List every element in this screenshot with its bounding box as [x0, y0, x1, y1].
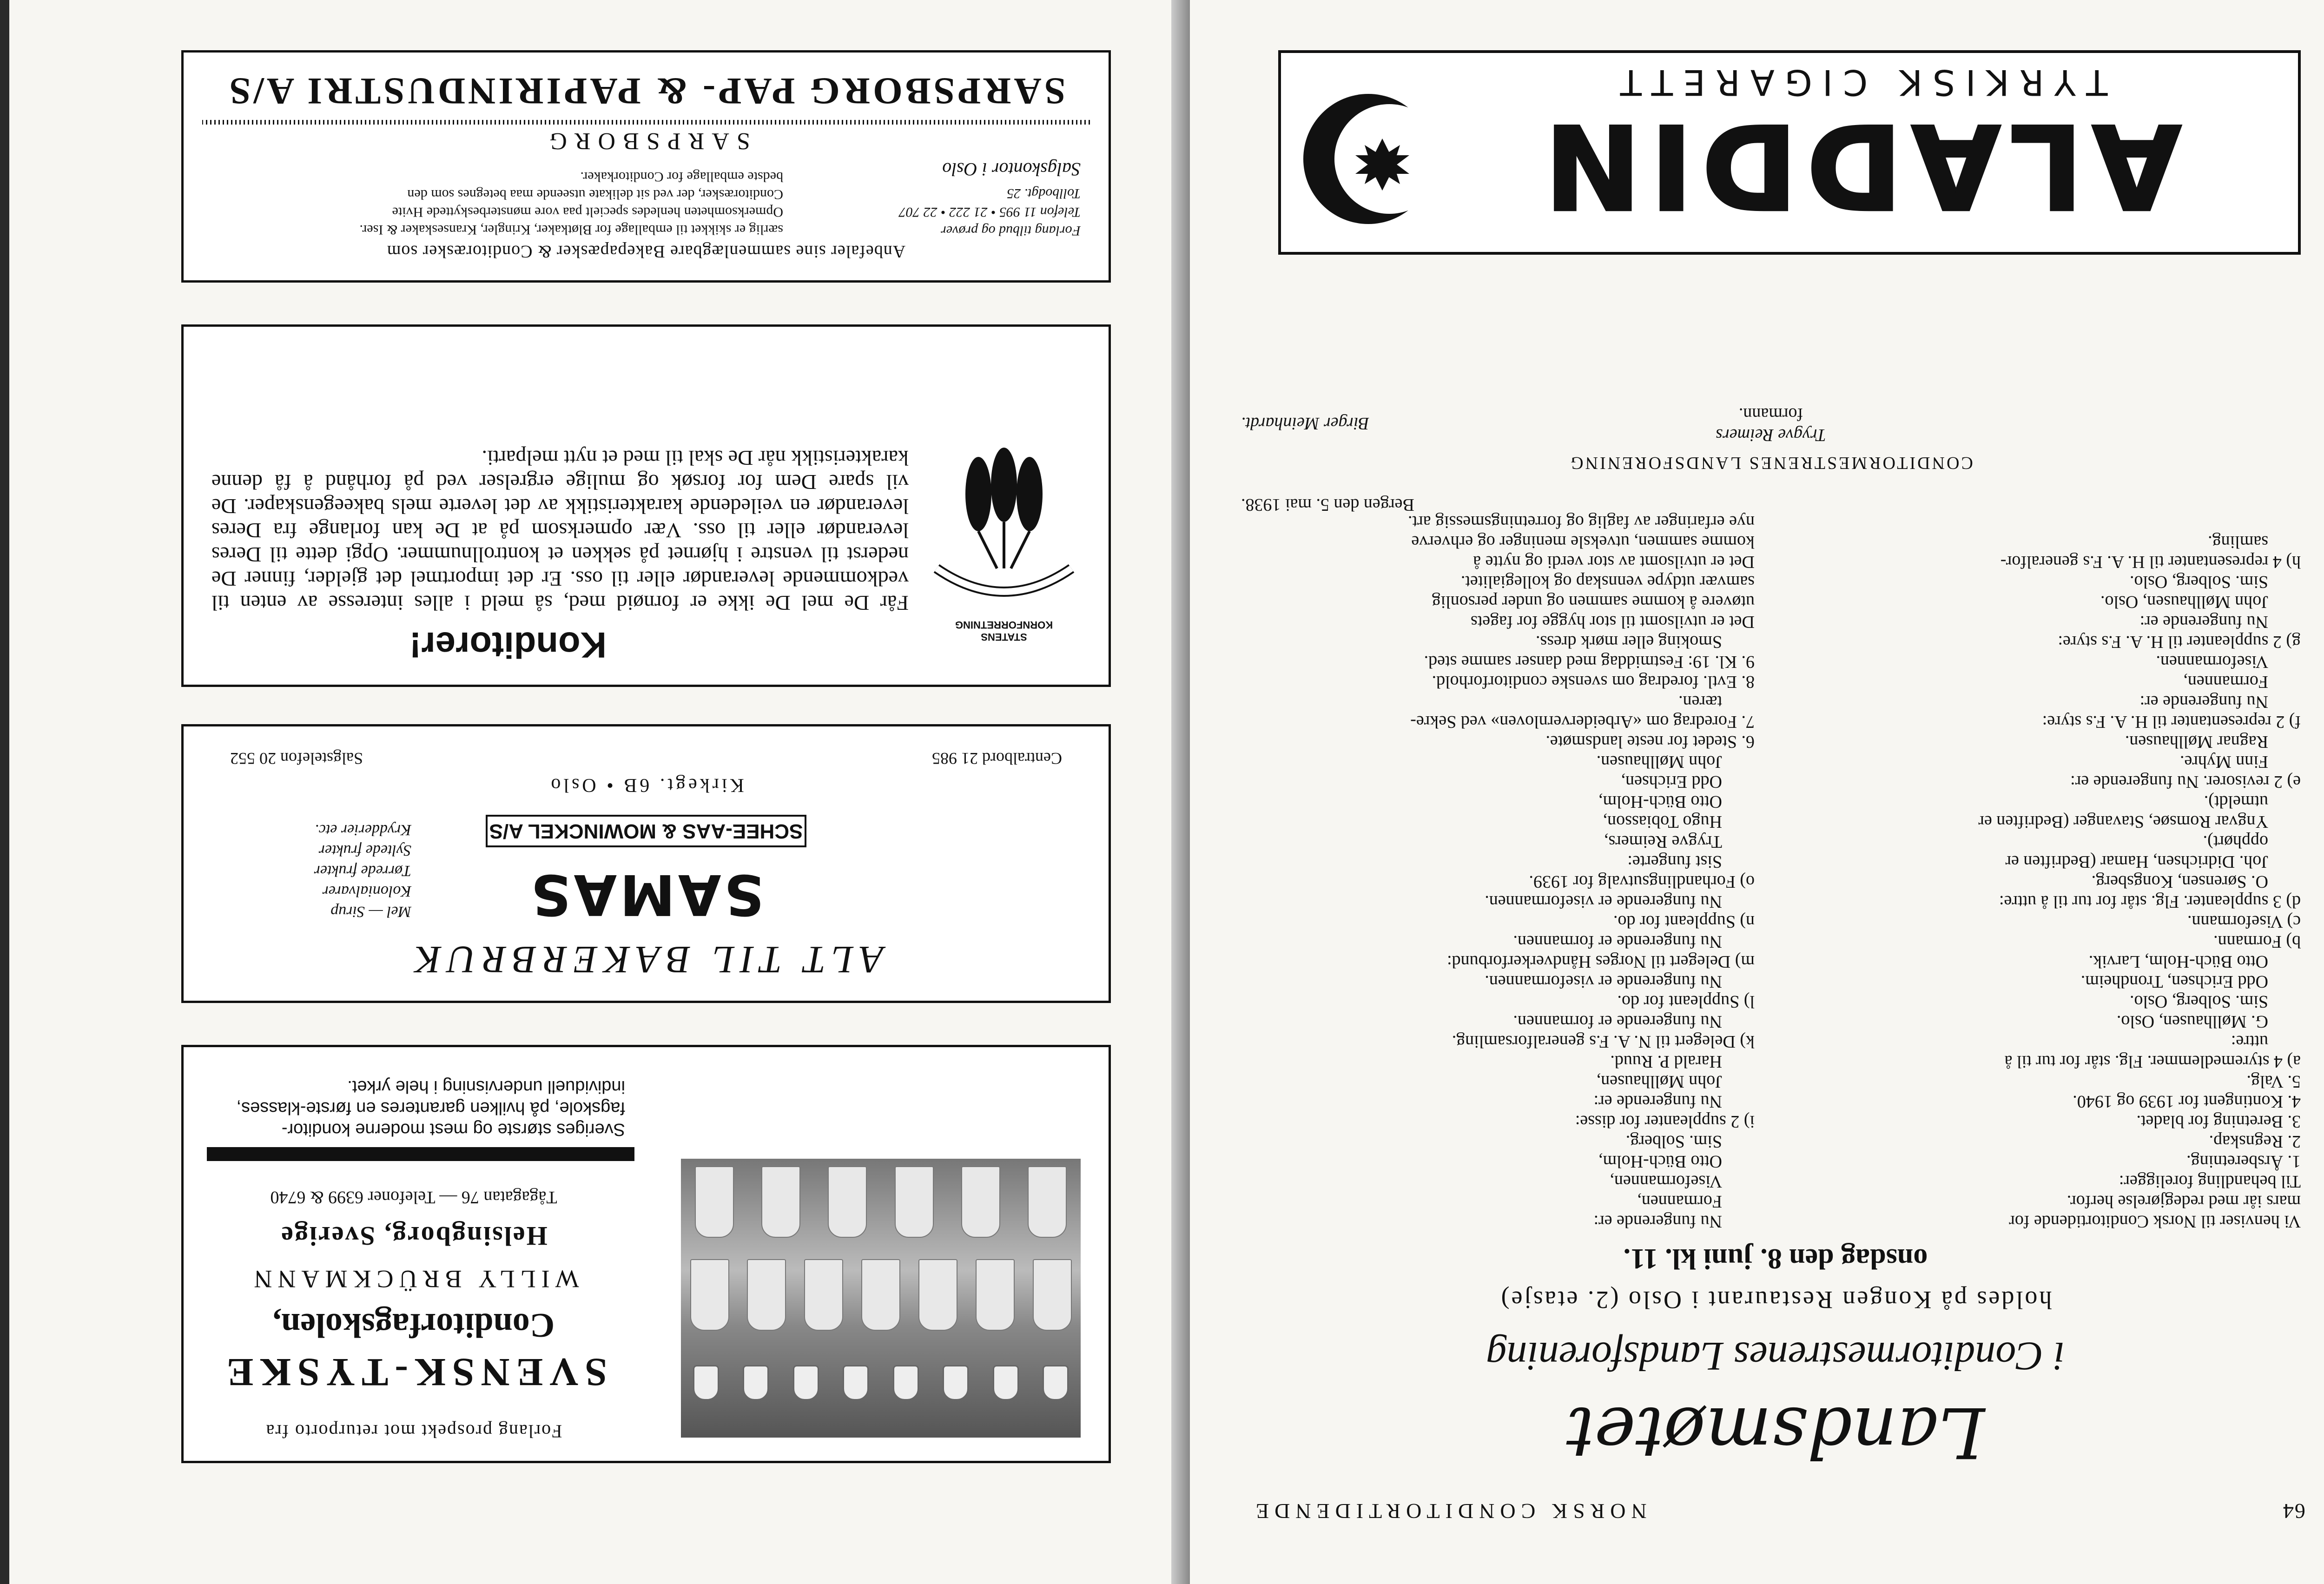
agenda-line: Harald P. Ruud. — [1610, 1052, 1722, 1071]
svensk-tyske-ad — [181, 1045, 1111, 1463]
agenda-line: Odd Erichsen, Trondheim. — [2080, 972, 2268, 991]
crescent-star-icon — [1299, 89, 1438, 229]
agenda-line: Otto Büch-Holm, — [1598, 1152, 1722, 1171]
agenda-line: 8. Evtl. foredrag om svenske conditorforhold. — [1432, 672, 1755, 692]
page-number: 64 — [2282, 1499, 2305, 1523]
svensk-address: Tågagatan 76 — Telefoner 6399 & 6740 — [270, 1188, 557, 1207]
agenda-line: i) 2 suppleanter for disse: — [1575, 1112, 1755, 1131]
agenda-line: samling. — [2208, 532, 2268, 552]
agenda-line: Sim. Solberg, Oslo. — [2129, 572, 2268, 592]
agenda-line: 6. Stedet for neste landsmøte. — [1545, 732, 1755, 752]
agenda-line: l) Suppleant for do. — [1617, 992, 1755, 1011]
samas-product-item: Tørrede frukter — [314, 862, 411, 879]
agenda-line: tæren. — [1678, 692, 1722, 712]
agenda-columns — [1241, 512, 2301, 1231]
agenda-line: utøvere å komme sammen og under personlig — [1432, 592, 1755, 612]
agenda-line: Nu fungerende er: — [1593, 1212, 1722, 1231]
agenda-line: d) 3 suppleanter. Flg. står for tur til å uttre: — [1999, 892, 2301, 911]
agenda-line: o) Forhandlingsutvalg for 1939. — [1529, 872, 1755, 891]
sarpsborg-headline: SARPSBORG PAP- & PAPIRINDUSTRI A/S — [226, 70, 1066, 112]
agenda-line: Otto Büch-Holm, Larvik. — [2088, 952, 2268, 971]
sarpsborg-line5: bedste emballage for Conditorkaker. — [580, 169, 783, 185]
agenda-line: Hugo Tobiasson, — [1603, 812, 1722, 832]
agenda-line: Odd Erichsen, — [1621, 772, 1722, 792]
sarpsborg-office2: Tollbodgt. 25 — [1007, 186, 1081, 201]
article-title: Landsmøtet — [1566, 1392, 1985, 1472]
samas-ad — [181, 724, 1111, 1003]
samas-central-phone: Centralbord 21 985 — [932, 749, 1062, 768]
agenda-line: Smoking eller mørk dress. — [1535, 632, 1722, 652]
samas-logo: SAMAS — [528, 862, 765, 926]
agenda-line: 9. Kl. 19: Festmiddag med danser samme sted. — [1424, 652, 1755, 672]
samas-product-item: Kolonialvarer — [322, 883, 411, 900]
agenda-line: John Møllhausen, Oslo. — [2100, 592, 2268, 612]
agenda-line: utmeldt). — [2204, 792, 2268, 812]
agenda-line: Trygve Reimers, — [1604, 832, 1722, 851]
signer-chair: Trygve Reimers — [1716, 425, 1826, 445]
agenda-line: Sist fungerte: — [1627, 852, 1722, 871]
agenda-line: c) Viseformann. — [2187, 912, 2301, 931]
agenda-line: Det er utvilsomt til stor hygge for fagets — [1470, 612, 1755, 632]
agenda-line: Finn Myhre. — [2180, 752, 2268, 772]
agenda-line: Formannen, — [1637, 1192, 1722, 1211]
agenda-line: f) 2 representanter til H. A. F.s styre: — [2042, 712, 2301, 732]
agenda-line: Vi henviser til Norsk Conditortidende for — [2009, 1212, 2301, 1231]
dotted-rule — [202, 120, 1090, 125]
agenda-line: opphørt). — [2203, 832, 2268, 851]
agenda-line: Nu fungerende er viseformannen. — [1485, 972, 1722, 991]
svensk-school-name: SVENSK-TYSKE — [220, 1350, 607, 1395]
sarpsborg-ad — [181, 50, 1111, 283]
konditorer-ad — [181, 324, 1111, 687]
sarpsborg-line3: Opmerksomheten henledes specielt paa vore mønsterbeskyttede Hvite — [392, 205, 783, 220]
agenda-line: Sim. Solberg, Oslo. — [2129, 992, 2268, 1011]
samas-headline: ALT TIL BAKERBRUK — [409, 938, 884, 981]
agenda-line: k) Delegert til N. A. F.s generalforsamling. — [1452, 1032, 1755, 1051]
agenda-line: Nu fungerende er: — [2139, 692, 2268, 712]
konditorer-text: Får De mel De ikke er fornøid med, så meld i alles interesse av enten til vedkommende leverandør eller til oss. Er det importmel det gjelder, finner De nederst til venstre i hjørnet på sekken et kontrollnummer. Opgi dette til Deres leverandør eller til oss. Vær opmerksom på at De kan forlange fra Deres leverandør en veiledende karakteristikk av det leverte mels bakeegenskaper. De vil spare Dem for forsøk og mulige ergrelser ved på forhånd å få denne karakteristikk når De skal til med et nytt melparti. — [211, 446, 909, 615]
agenda-line: h) 4 representanter til H. A. F.s generalfor- — [2000, 552, 2301, 572]
agenda-column-right — [1241, 512, 1755, 1231]
agenda-line: n) Suppleant for do. — [1613, 912, 1755, 931]
sarpsborg-city: SARPSBORG — [542, 128, 750, 154]
agenda-line: nye erfaringer av faglig og forretningsmessig art. — [1407, 512, 1755, 532]
agenda-line: Nu fungerende er formannen. — [1513, 1012, 1722, 1031]
samas-product-item: Krydderier etc. — [315, 821, 411, 838]
agenda-line: Yngvar Romsøe, Stavanger (Bedriften er — [1978, 812, 2268, 832]
landsmotet-page — [1190, 0, 2324, 1584]
students-photo — [681, 1159, 1081, 1438]
signer-chair-role: formann. — [1738, 404, 1803, 424]
agenda-line: 4. Kontingent for 1939 og 1940. — [2073, 1092, 2301, 1111]
venue-line: holdes på Kongen Restaurant i Oslo (2. etasje) — [1499, 1286, 2052, 1314]
page-gutter — [1171, 0, 1190, 1584]
agenda-line: O. Sørensen, Kongsberg. — [2091, 872, 2268, 891]
signer-secretary: Birger Meinhardt. — [1241, 414, 1369, 433]
organization-name: CONDITORMESTRENES LANDSFORENING — [1569, 453, 1973, 473]
sarpsborg-line4: Conditoræsker, der ved sit delikate utseende maa betegnes som den — [407, 187, 783, 202]
meeting-date: onsdag den 8. juni kl. 11. — [1623, 1243, 1928, 1274]
samas-product-item: Syltede frukter — [318, 842, 411, 859]
running-head — [1250, 1499, 2305, 1524]
agenda-line: Formannen, — [2183, 672, 2268, 692]
svensk-prospekt-line: Forlang prospekt mot returporto fra — [265, 1421, 562, 1442]
svensk-person: WILLY BRÜCKMANN — [248, 1265, 579, 1293]
agenda-line: uttre: — [2231, 1032, 2268, 1051]
agenda-line: Viseformannen, — [1610, 1172, 1722, 1191]
agenda-line: g) 2 suppleanter til H. A. F.s styre: — [2058, 632, 2301, 652]
agenda-line: samvær utdype vennskap og kollegialitet. — [1460, 572, 1755, 592]
wheat-sheaf-icon — [927, 438, 1081, 624]
agenda-line: 1. Årsberetning. — [2186, 1152, 2301, 1171]
sarpsborg-phones: Telefon 11 995 • 21 222 • 22 707 — [898, 205, 1081, 220]
sarpsborg-line2: særlig er skikket til emballage for Bløtkaker, Kringler, Kranseskaker & Iser. — [359, 222, 783, 238]
agenda-line: 7. Foredrag om «Arbeidervernloven» ved Sekre- — [1410, 712, 1755, 732]
agenda-line: John Møllhausen. — [1596, 752, 1722, 772]
sarpsborg-office: Salgskontor i Oslo — [942, 159, 1081, 180]
agenda-line: Otto Büch-Holm, — [1598, 792, 1722, 812]
ads-page — [9, 0, 1171, 1584]
samas-product-list — [198, 819, 411, 922]
agenda-line: Viseformannen. — [2156, 652, 2268, 672]
svensk-dark-bar — [207, 1147, 634, 1161]
agenda-line: John Møllhausen, — [1596, 1072, 1722, 1091]
aladdin-ad — [1278, 50, 2301, 255]
agenda-line: Nu fungerende er: — [1593, 1092, 1722, 1111]
agenda-line: a) 4 styremedlemmer. Flg. står for tur til å — [2004, 1052, 2301, 1071]
place-date: Bergen den 5. mai 1938. — [1241, 495, 1414, 515]
svensk-description: Sveriges største og mest moderne konditor-fagskole, på hvilken garanteres en første-klasses, individuell undervisning i hele yrket. — [236, 1077, 625, 1139]
agenda-line: 2. Regnskap. — [2209, 1132, 2301, 1151]
agenda-line: Det er utvilsomt av stor verdi og nytte å — [1473, 552, 1755, 572]
samas-sales-phone: Salgstelefon 20 552 — [230, 749, 363, 768]
svensk-city: Helsingborg, Sverige — [280, 1221, 548, 1251]
article-subtitle: i Conditormestrenes Landsforening — [1486, 1333, 2065, 1379]
aladdin-brand: ALADDIN — [1536, 98, 2182, 233]
konditorer-headline: Konditorer! — [409, 625, 607, 666]
samas-address: Kirkegt. 6B • Oslo — [548, 774, 744, 796]
sarpsborg-line1: Anbefaler sine sammenlægbare Bakepapæsker & Conditoræsker som — [386, 242, 906, 261]
agenda-line: e) 2 revisorer. Nu fungerende er: — [2070, 772, 2301, 792]
agenda-line: Nu fungerende er: — [2139, 612, 2268, 632]
sarpsborg-body — [211, 168, 783, 238]
samas-phones — [230, 749, 1062, 768]
agenda-line: mars iår med redegjørelse herfor. — [2067, 1192, 2301, 1211]
agenda-line: b) Formann. — [2213, 932, 2301, 951]
sarpsborg-request: Forlang tilbud og prøver — [941, 223, 1081, 238]
agenda-line: m) Delegert til Norges Håndverkerforbund: — [1447, 952, 1755, 971]
journal-title: NORSK CONDITORTIDENDE — [1250, 1499, 1647, 1523]
agenda-line: 3. Beretning for bladet. — [2136, 1112, 2301, 1131]
agenda-column-left — [1787, 534, 2301, 1231]
agenda-line: Ragnar Møllhausen. — [2125, 732, 2268, 752]
agenda-line: Til behandling foreligger: — [2119, 1172, 2301, 1191]
samas-firm: SCHEE-AAS & MOWINCKEL A/S — [486, 815, 806, 847]
agenda-line: 5. Valg. — [2246, 1072, 2301, 1091]
samas-product-item: Mel — Sirup — [330, 903, 411, 920]
svensk-school-name-2: Conditorfagskolen, — [272, 1306, 555, 1344]
agenda-line: G. Møllhausen, Oslo. — [2116, 1012, 2268, 1031]
agenda-line: Nu fungerende er formannen. — [1513, 932, 1722, 951]
aladdin-tagline: TYRKISK CIGARETT — [1610, 62, 2108, 103]
agenda-line: Sim. Solberg. — [1625, 1132, 1722, 1151]
kornforretning-label: STATENS KORNFORRETNING — [955, 619, 1053, 643]
agenda-line: komme sammen, utveksle meninger og erhverve — [1411, 532, 1755, 552]
agenda-line: Joh. Didrichsen, Hamar (Bedriften er — [2005, 852, 2268, 871]
agenda-line: Nu fungerende er viseformannen. — [1485, 892, 1722, 911]
